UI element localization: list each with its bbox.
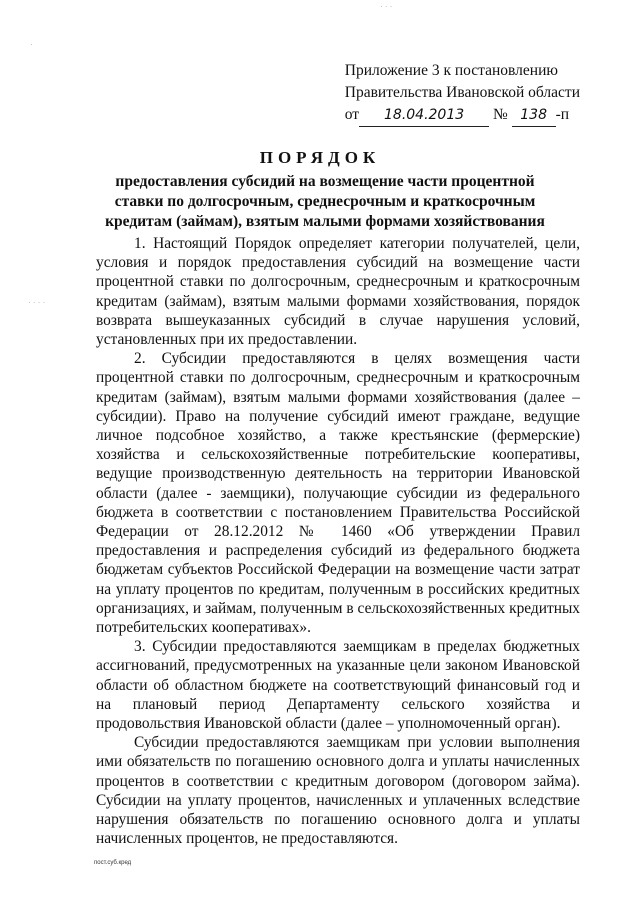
file-footnote: пост.суб.кред	[94, 860, 132, 866]
from-label: от	[344, 106, 360, 123]
number-suffix: -п	[555, 106, 570, 123]
header-date-number	[345, 104, 580, 127]
header-line-2: Правительства Ивановской области	[344, 84, 580, 101]
paragraph-4: Субсидии предоставляются заемщикам при условии выполнения ими обязательств по погашению основного долга и уплаты начисленных процентов в соответствии с кредитным договором (договором займа). Субсидии на уплату процентов, начисленных и уплаченных вследствие нарушения обязательств по погашению основного долга и уплаты начисленных процентов, не предоставляются.	[96, 734, 580, 848]
document-header	[345, 60, 580, 127]
scan-speck: ·	[30, 40, 33, 49]
paragraph-1: 1. Настоящий Порядок определяет категории получателей, цели, условия и порядок предоставления субсидий на возмещение части процентной ставки по долгосрочным, среднесрочным и краткосрочным кредитам (займам), взятым малыми формами хозяйствования, порядок возврата вышеуказанных субсидий в случае нарушения условий, установленных при их предоставлении.	[96, 235, 580, 349]
number-label: №	[492, 106, 508, 123]
paragraph-2: 2. Субсидии предоставляются в целях возмещения части процентной ставки по долгосрочным, среднесрочным и краткосрочным кредитам (займам), взятым малыми формами хозяйствования (далее – субсидии). Право на получение субсидий имеют граждане, ведущие личное подсобное хозяйство, а также крестьянские (фермерские) хозяйства и сельскохозяйственные потребительские кооперативы, ведущие производственную деятельность на территории Ивановской области (далее - заемщики), получающие субсидии из федерального бюджета в соответствии с постановлением Правительства Российской Федерации от 28.12.2012 № 1460 «Об утверждении Правил предоставления и распределения субсидий из федерального бюджета бюджетам субъектов Российской Федерации на возмещение части затрат на уплату процентов по кредитам, полученным в российских кредитных организациях, и займам, полученным в сельскохозяйственных кредитных потребительских кооперативах».	[96, 350, 580, 637]
handwritten-number: 138	[512, 104, 556, 127]
scan-speck: · · · ·	[28, 298, 46, 307]
document-title: ПОРЯДОК	[259, 148, 381, 167]
document-body	[96, 234, 580, 849]
scan-speck: · · ·	[380, 2, 393, 11]
paragraph-3: 3. Субсидии предоставляются заемщикам в пределах бюджетных ассигнований, предусмотренных на указанные цели законом Ивановской области об областном бюджете на соответствующий финансовый год и на плановый период Департаменту сельского хозяйства и продовольствия Ивановской области (далее – уполномоченный орган).	[96, 638, 580, 733]
document-subtitle: предоставления субсидий на возмещение части процентной ставки по долгосрочным, среднесрочным и краткосрочным кредитам (займам), взятым малыми формами хозяйствования	[105, 173, 545, 230]
handwritten-date: 18.04.2013	[359, 104, 489, 127]
header-line-1: Приложение 3 к постановлению	[344, 62, 558, 79]
